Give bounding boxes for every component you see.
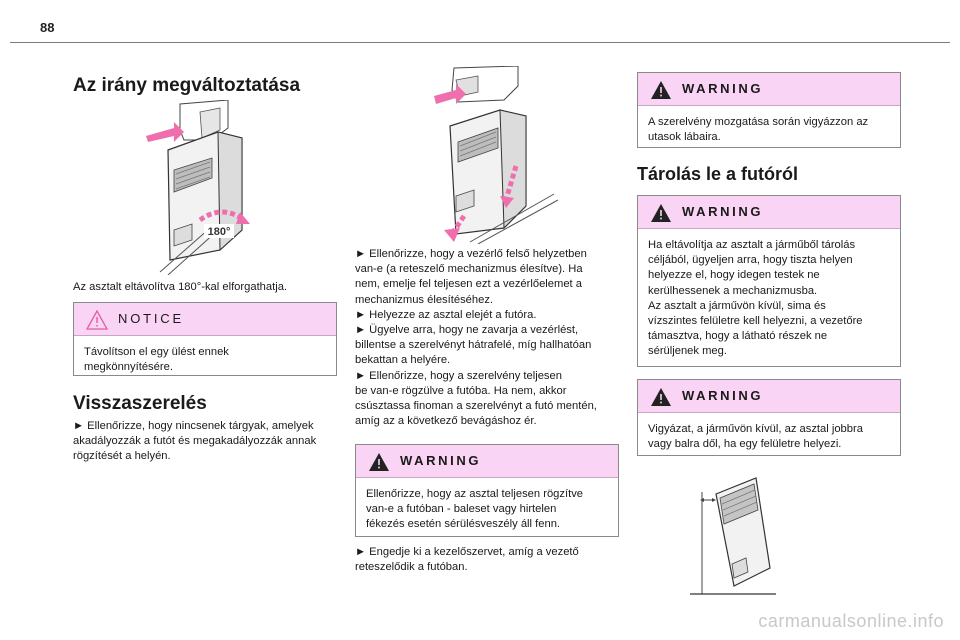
warning-text: Ha eltávolítja az asztalt a járműből tárolás céljából, ügyeljen arra, hogy tiszta helyen helyezze el, hogy idegen testek ne kerülhessenek a mechanizmusba. Az asztalt a járművön kívül, sima és vízszintes felületre kell helyezni, a vezetőre támasztva, hogy a látható részek ne sérüljenek meg.	[648, 239, 863, 358]
warning-triangle-icon	[86, 310, 108, 330]
notice-text: Távolítson el egy ülést ennek megkönnyítésére.	[84, 346, 229, 374]
section-title-reinstall: Visszaszerelés	[73, 393, 207, 414]
warning-text: Ellenőrizze, hogy az asztal teljesen rögzítve van-e a futóban - baleset vagy hirtelen fékezés esetén sérülésveszély áll fenn.	[366, 488, 584, 531]
rotation-label: 180°	[207, 226, 231, 238]
warning-text: A szerelvény mozgatása során vigyázzon az utasok lábaira.	[648, 116, 869, 144]
warning-triangle-icon	[368, 452, 390, 472]
notice-label: NOTICE	[118, 311, 184, 326]
warning-header	[638, 196, 900, 229]
release-step-text: ► Engedje ki a kezelőszervet, amíg a vezető reteszelődik a futóban.	[355, 546, 579, 574]
warning-header	[638, 73, 900, 106]
warning-box-locked	[355, 444, 619, 537]
notice-box	[73, 302, 337, 376]
tilted-table-illustration	[690, 472, 780, 597]
warning-triangle-icon	[650, 203, 672, 223]
section-title-storage: Tárolás le a futóról	[637, 164, 799, 184]
warning-label: WARNING	[682, 388, 764, 403]
mount-steps-text: ► Ellenőrizze, hogy a vezérlő felső helyzetben van-e (a reteszelő mechanizmus élesítve). Ha nem, emelje fel teljesen ezt a vezérlőelemet a mechanizmus élesítéséhez. ► Helyezze az asztal elejét a futóra. ► Ügyelve arra, hogy ne zavarja a vezérlést, billentse a szerelvényt hátrafelé, míg hallhatóan bekattan a helyére. ► Ellenőrizze, hogy a szerelvény teljesen be van-e rögzülve a futóba. Ha nem, akkor csúsztassa finoman a szerelvényt a futó mentén, amíg az a következő bevágáshoz ér.	[355, 248, 597, 428]
warning-box-storage	[637, 195, 901, 367]
mount-table-illustration	[430, 66, 560, 244]
rotation-caption: Az asztalt eltávolítva 180°-kal elforgathatja.	[73, 281, 288, 293]
section-title-direction-change: Az irány megváltoztatása	[73, 75, 301, 96]
warning-box-feet	[637, 72, 901, 148]
warning-label: WARNING	[682, 204, 764, 219]
warning-header	[356, 445, 618, 478]
warning-triangle-icon	[650, 80, 672, 100]
warning-label: WARNING	[682, 81, 764, 96]
warning-text: Vigyázat, a járművön kívül, az asztal jobbra vagy balra dől, ha egy felületre helyezi.	[648, 423, 863, 451]
page-number: 88	[40, 20, 55, 35]
rotate-table-illustration	[140, 100, 265, 275]
warning-box-tilt	[637, 379, 901, 456]
warning-header	[638, 380, 900, 413]
notice-header	[74, 303, 336, 336]
reinstall-text: ► Ellenőrizze, hogy nincsenek tárgyak, amelyek akadályozzák a futót és megakadályozzák annak rögzítését a helyén.	[73, 420, 317, 463]
watermark: carmanualsonline.info	[758, 611, 944, 631]
header-rule	[10, 42, 950, 43]
warning-triangle-icon	[650, 387, 672, 407]
warning-label: WARNING	[400, 453, 482, 468]
